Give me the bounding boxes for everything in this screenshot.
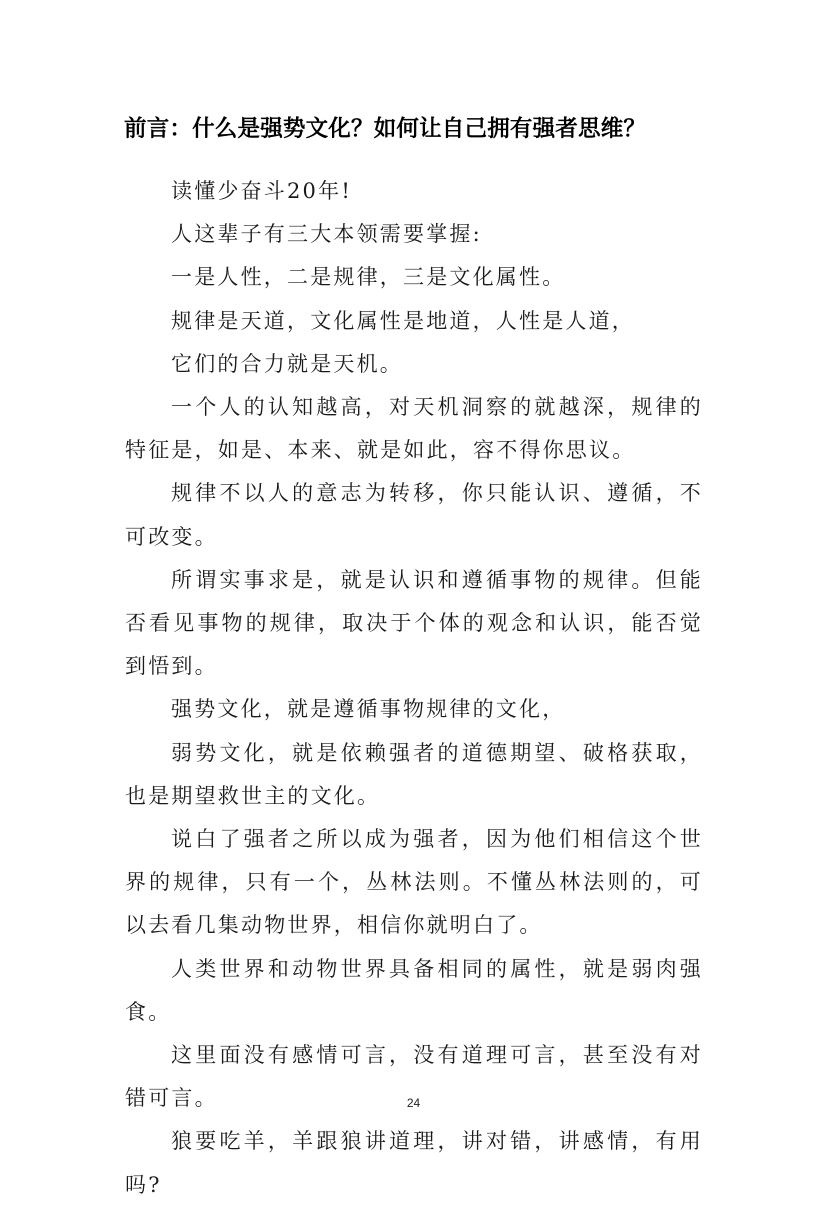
paragraph: 人这辈子有三大本领需要掌握:	[171, 222, 482, 247]
paragraph: 一个人的认知越高，对天机洞察的就越深，规律的特征是，如是、本来、就是如此，容不得你思议。	[125, 395, 703, 463]
paragraph: 所谓实事求是，就是认识和遵循事物的规律。但能否看见事物的规律，取决于个体的观念和认识，能否觉到悟到。	[125, 567, 703, 679]
page-title: 前言：什么是强势文化？如何让自己拥有强者思维？	[124, 116, 647, 142]
paragraph: 读懂少奋斗20年!	[171, 179, 352, 203]
page-number: 24	[406, 1096, 421, 1110]
paragraph: 规律不以人的意志为转移，你只能认识、遵循，不可改变。	[125, 481, 703, 549]
paragraph: 规律是天道，文化属性是地道，人性是人道，	[171, 308, 635, 333]
paragraph: 一是人性，二是规律，三是文化属性。	[171, 265, 566, 290]
paragraph: 人类世界和动物世界具备相同的属性，就是弱肉强食。	[125, 956, 703, 1024]
paragraph: 狼要吃羊，羊跟狼讲道理，讲对错，讲感情，有用吗?	[125, 1129, 703, 1197]
paragraph: 说白了强者之所以成为强者，因为他们相信这个世界的规律，只有一个，丛林法则。不懂丛林法则的，可以去看几集动物世界，相信你就明白了。	[125, 827, 703, 938]
body-text	[125, 170, 703, 1207]
paragraph: 强势文化，就是遵循事物规律的文化，	[171, 697, 566, 722]
paragraph: 它们的合力就是天机。	[171, 351, 403, 376]
paragraph: 这里面没有感情可言，没有道理可言，甚至没有对错可言。	[125, 1043, 703, 1111]
paragraph: 弱势文化，就是依赖强者的道德期望、破格获取，也是期望救世主的文化。	[125, 740, 703, 808]
